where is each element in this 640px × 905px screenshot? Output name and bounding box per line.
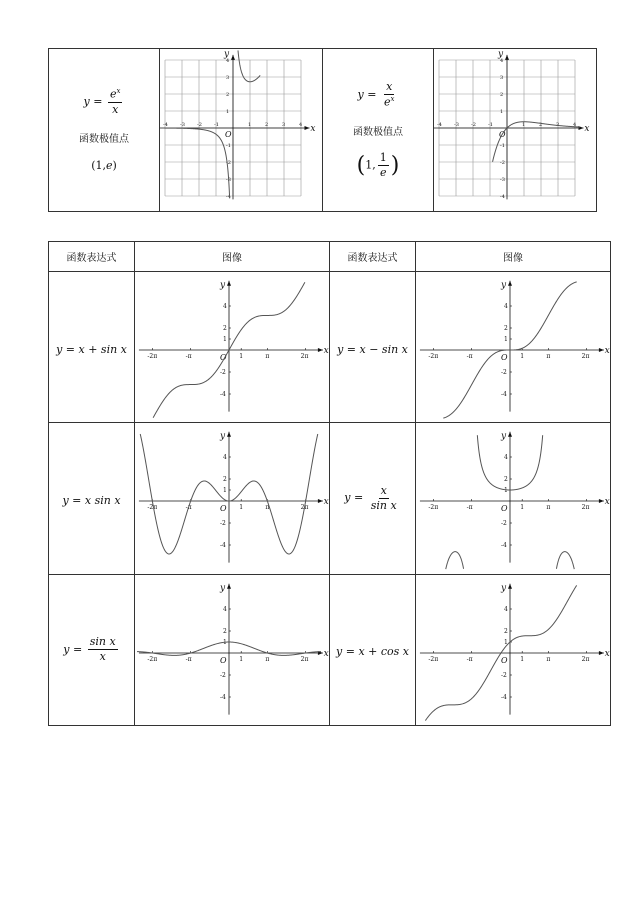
y-tick-label: 2 xyxy=(223,476,227,484)
formula-x-over-e-x: y = $\frac{x}{e^x}$ xyxy=(357,79,395,109)
header-graph: 图像 xyxy=(416,242,611,272)
function-curve xyxy=(446,552,464,569)
x-axis-label: x xyxy=(310,124,316,134)
formula-cell-x-over-e-x xyxy=(323,49,434,212)
y-axis-label: y xyxy=(224,49,230,60)
y-axis-arrow xyxy=(508,281,512,286)
y-axis-arrow xyxy=(231,55,235,60)
formula-e-x-over-x: y = $\frac{e^x}{x}$ xyxy=(83,87,121,116)
y-axis-label: y xyxy=(220,431,226,442)
x-axis-arrow xyxy=(599,499,604,503)
origin-label: O xyxy=(225,130,232,139)
x-tick-label: 2 xyxy=(265,122,269,128)
graph-x-minus-sin-x xyxy=(418,276,608,418)
y-axis-label: y xyxy=(498,49,504,60)
extremum-caption: 函数极值点 xyxy=(79,133,129,145)
x-tick-label: 1 xyxy=(239,353,244,361)
x-tick-label: 1 xyxy=(520,504,525,512)
x-axis-label: x xyxy=(323,497,329,508)
y-tick-label: -4 xyxy=(226,194,231,200)
y-tick-label: -2 xyxy=(220,671,226,679)
x-tick-label: π xyxy=(546,504,551,512)
y-tick-label: 1 xyxy=(226,109,230,115)
y-tick-label: 4 xyxy=(226,58,230,64)
x-tick-label: -1 xyxy=(488,122,493,128)
origin-label: O xyxy=(501,655,508,665)
y-axis-arrow xyxy=(227,584,231,589)
y-axis-label: y xyxy=(501,431,507,442)
formula-cell xyxy=(49,272,135,423)
y-tick-label: 2 xyxy=(500,92,504,98)
y-tick-label: -4 xyxy=(501,391,507,399)
x-tick-label: 2π xyxy=(300,353,309,361)
y-tick-label: -4 xyxy=(501,693,507,701)
x-axis-label: x xyxy=(323,648,329,659)
formula-x-sin-x: y = x sin x xyxy=(62,493,121,507)
y-tick-label: -4 xyxy=(220,693,226,701)
x-tick-label: 3 xyxy=(282,122,286,128)
x-tick-label: -π xyxy=(185,504,192,512)
formula-cell-e-x-over-x xyxy=(49,49,160,212)
y-tick-label: 1 xyxy=(500,109,504,115)
y-tick-label: 1 xyxy=(223,336,227,344)
y-tick-label: -1 xyxy=(500,143,505,149)
x-tick-label: 1 xyxy=(522,122,526,128)
y-tick-label: 4 xyxy=(504,605,508,613)
x-tick-label: -2 xyxy=(471,122,476,128)
x-tick-label: 1 xyxy=(520,353,525,361)
y-tick-label: 4 xyxy=(223,303,227,311)
graph-x-over-e-x xyxy=(437,49,593,208)
y-tick-label: -4 xyxy=(501,542,507,550)
x-tick-label: -3 xyxy=(180,122,185,128)
graph-e-x-over-x xyxy=(163,49,319,208)
x-tick-label: -4 xyxy=(163,122,168,128)
y-axis-arrow xyxy=(505,55,509,60)
x-tick-label: -π xyxy=(185,655,192,663)
x-tick-label: -π xyxy=(185,353,192,361)
y-tick-label: -4 xyxy=(220,542,226,550)
y-tick-label: 1 xyxy=(223,487,227,495)
x-axis-arrow xyxy=(305,126,310,130)
graph-cell-x-over-e-x xyxy=(434,49,597,212)
x-axis-label: x xyxy=(323,346,329,357)
y-tick-label: 2 xyxy=(223,627,227,635)
graph-sin-x-over-x xyxy=(137,579,327,721)
x-tick-label: π xyxy=(265,504,270,512)
y-axis-label: y xyxy=(220,280,226,291)
x-tick-label: -π xyxy=(466,504,473,512)
formula-x-over-sin-x: y = $\frac{x}{\text{sin x}}$ xyxy=(344,483,397,512)
y-axis-arrow xyxy=(227,432,231,437)
x-tick-label: 2π xyxy=(581,353,590,361)
formula-cell xyxy=(49,423,135,574)
y-tick-label: -2 xyxy=(226,160,231,166)
graph-cell xyxy=(416,272,611,423)
extremum-point: (1,e) xyxy=(91,158,117,172)
y-tick-label: 4 xyxy=(223,454,227,462)
formula-sin-x-over-x: y = $\frac{\text{sin x}}{x}$ xyxy=(63,635,116,664)
x-tick-label: 2π xyxy=(581,504,590,512)
y-tick-label: -4 xyxy=(220,391,226,399)
y-tick-label: 1 xyxy=(504,487,508,495)
x-tick-label: 1 xyxy=(239,504,244,512)
x-tick-label: -4 xyxy=(437,122,442,128)
y-tick-label: 1 xyxy=(223,638,227,646)
y-tick-label: -2 xyxy=(220,520,226,528)
x-tick-label: π xyxy=(265,655,270,663)
header-expression: 函数表达式 xyxy=(49,242,135,272)
graph-x-sin-x xyxy=(137,427,327,569)
x-tick-label: -2π xyxy=(147,353,158,361)
origin-label: O xyxy=(499,130,506,139)
origin-label: O xyxy=(220,353,227,363)
y-axis-arrow xyxy=(508,584,512,589)
extremum-point: (1, $\frac{1}{e}$ ) xyxy=(356,150,400,179)
x-tick-label: 2 xyxy=(539,122,543,128)
y-axis-label: y xyxy=(220,583,226,594)
graph-cell xyxy=(135,272,330,423)
function-curve xyxy=(556,552,574,569)
graph-cell xyxy=(135,423,330,574)
x-tick-label: -1 xyxy=(214,122,219,128)
graph-cell xyxy=(135,574,330,725)
x-tick-label: 1 xyxy=(248,122,252,128)
x-axis-label: x xyxy=(604,346,610,357)
x-tick-label: π xyxy=(546,655,551,663)
graph-x-over-sin-x xyxy=(418,427,608,569)
extremum-caption: 函数极值点 xyxy=(353,126,403,138)
x-tick-label: 1 xyxy=(520,655,525,663)
x-tick-label: -2π xyxy=(428,353,439,361)
y-axis-arrow xyxy=(508,432,512,437)
y-tick-label: 3 xyxy=(226,75,230,81)
function-graph-table xyxy=(48,241,611,726)
x-tick-label: -2π xyxy=(428,655,439,663)
graph-cell-e-x-over-x xyxy=(160,49,323,212)
y-tick-label: 4 xyxy=(223,605,227,613)
x-axis-arrow xyxy=(318,499,323,503)
graph-x-plus-cos-x xyxy=(418,579,608,721)
x-tick-label: π xyxy=(265,353,270,361)
x-axis-arrow xyxy=(318,348,323,352)
y-tick-label: 2 xyxy=(226,92,230,98)
y-tick-label: -2 xyxy=(501,671,507,679)
function-curve xyxy=(165,128,230,198)
y-tick-label: -4 xyxy=(500,194,505,200)
graph-cell xyxy=(416,574,611,725)
x-tick-label: -π xyxy=(466,353,473,361)
formula-x-plus-sin-x: y = x + sin x xyxy=(56,342,127,356)
y-tick-label: 1 xyxy=(504,336,508,344)
y-tick-label: 4 xyxy=(500,58,504,64)
origin-label: O xyxy=(220,504,227,514)
x-tick-label: 4 xyxy=(299,122,303,128)
x-tick-label: 3 xyxy=(556,122,560,128)
extremum-table xyxy=(48,48,597,212)
y-tick-label: 3 xyxy=(500,75,504,81)
y-tick-label: -2 xyxy=(220,369,226,377)
y-tick-label: -2 xyxy=(500,160,505,166)
origin-label: O xyxy=(220,655,227,665)
y-tick-label: 4 xyxy=(504,454,508,462)
x-tick-label: 2π xyxy=(300,655,309,663)
y-tick-label: -2 xyxy=(501,520,507,528)
header-graph: 图像 xyxy=(135,242,330,272)
x-tick-label: -2π xyxy=(428,504,439,512)
formula-cell xyxy=(330,272,416,423)
x-axis-label: x xyxy=(584,124,590,134)
y-tick-label: 2 xyxy=(223,325,227,333)
y-axis-label: y xyxy=(501,280,507,291)
y-tick-label: 2 xyxy=(504,325,508,333)
origin-label: O xyxy=(501,353,508,363)
x-tick-label: π xyxy=(546,353,551,361)
x-axis-arrow xyxy=(599,348,604,352)
x-axis-arrow xyxy=(599,651,604,655)
x-tick-label: 1 xyxy=(239,655,244,663)
y-tick-label: 2 xyxy=(504,476,508,484)
header-expression: 函数表达式 xyxy=(330,242,416,272)
x-tick-label: -2 xyxy=(197,122,202,128)
y-tick-label: -3 xyxy=(500,177,505,183)
x-axis-label: x xyxy=(604,497,610,508)
graph-x-plus-sin-x xyxy=(137,276,327,418)
x-tick-label: -π xyxy=(466,655,473,663)
formula-x-plus-cos-x: y = x + cos x xyxy=(336,645,409,659)
y-axis-arrow xyxy=(227,281,231,286)
x-tick-label: 2π xyxy=(300,504,309,512)
y-tick-label: -3 xyxy=(226,177,231,183)
x-tick-label: -2π xyxy=(147,504,158,512)
x-axis-label: x xyxy=(604,648,610,659)
y-tick-label: 4 xyxy=(504,303,508,311)
y-tick-label: -1 xyxy=(226,143,231,149)
y-tick-label: -2 xyxy=(501,369,507,377)
origin-label: O xyxy=(501,504,508,514)
x-tick-label: 2π xyxy=(581,655,590,663)
y-axis-label: y xyxy=(501,583,507,594)
formula-cell xyxy=(330,423,416,574)
formula-cell xyxy=(330,574,416,725)
y-tick-label: 1 xyxy=(504,638,508,646)
x-tick-label: 4 xyxy=(573,122,577,128)
x-tick-label: -3 xyxy=(454,122,459,128)
x-tick-label: -2π xyxy=(147,655,158,663)
formula-x-minus-sin-x: y = x − sin x xyxy=(337,342,408,356)
graph-cell xyxy=(416,423,611,574)
formula-cell xyxy=(49,574,135,725)
y-tick-label: 2 xyxy=(504,627,508,635)
